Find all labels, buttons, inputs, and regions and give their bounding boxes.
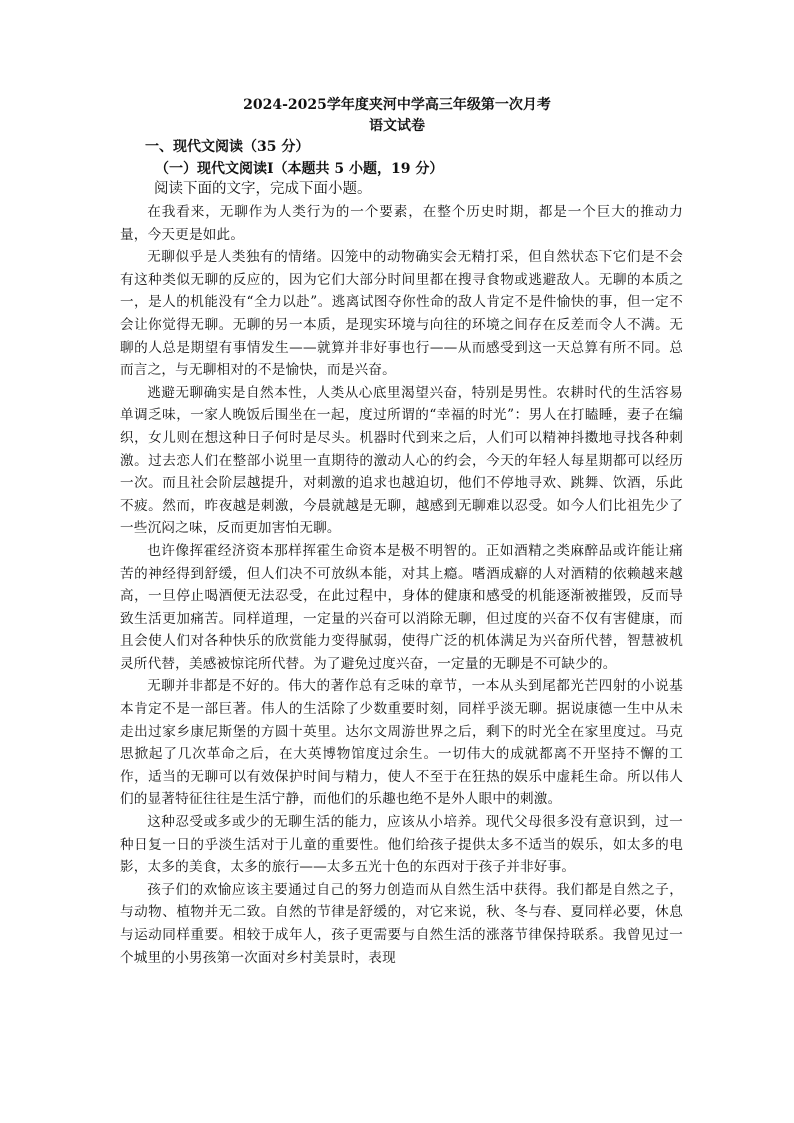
passage-paragraph: 无聊似乎是人类独有的情绪。囚笼中的动物确实会无精打采，但自然状态下它们是不会有这种类似无聊的反应的，因为它们大部分时间里都在搜寻食物或逃避敌人。无聊的本质之一，是人的机能没有“全力以赴”。逃离试图夺你性命的敌人肯定不是件愉快的事，但一定不会让你觉得无聊。无聊的另一本质，是现实环境与向往的环境之间存在反差而令人不满。无聊的人总是期望有事情发生——就算并非好事也行——从而感受到这一天总算有所不同。总而言之，与无聊相对的不是愉快，而是兴奋。 [120,249,683,379]
subsection-heading: （一）现代文阅读Ⅰ（本题共 5 小题，19 分） [155,161,444,177]
passage-paragraph: 也许像挥霍经济资本那样挥霍生命资本是极不明智的。正如酒精之类麻醉品或许能让痛苦的神经得到舒缓，但人们决不可放纵本能，对其上瘾。嗜酒成癖的人对酒精的依赖越来越高，一旦停止喝酒便无法忍受，在此过程中，身体的健康和感受的机能逐渐被摧毁，反而导致生活更加痛苦。同样道理，一定量的兴奋可以消除无聊，但过度的兴奋不仅有害健康，而且会使人们对各种快乐的欣赏能力变得腻弱，使得广泛的机体满足为兴奋所代替，智慧被机灵所代替，美感被惊诧所代替。为了避免过度兴奋，一定量的无聊是不可缺少的。 [120,542,683,672]
passage-paragraph: 这种忍受或多或少的无聊生活的能力，应该从小培养。现代父母很多没有意识到，过一种日复一日的乎淡生活对于儿童的重要性。他们给孩子提供太多不适当的娱乐，如太多的电影，太多的美食，太多的旅行——太多五光十色的东西对于孩子并非好事。 [120,814,683,876]
exam-subtitle: 语文试卷 [369,118,425,134]
reading-passage [120,201,683,969]
passage-paragraph: 在我看来，无聊作为人类行为的一个要素，在整个历史时期，都是一个巨大的推动力量，今天更是如此。 [120,204,683,243]
exam-title: 2024-2025学年度夹河中学高三年级第一次月考 [243,97,551,113]
section-heading: 一、现代文阅读（35 分） [145,139,310,155]
passage-paragraph: 无聊并非都是不好的。伟大的著作总有乏味的章节，一本从头到尾都光芒四射的小说基本肯定不是一部巨著。伟人的生活除了少数重要时刻，同样乎淡无聊。据说康德一生中从未走出过家乡康尼斯堡的方圆十英里。达尔文周游世界之后，剩下的时光全在家里度过。马克思掀起了几次革命之后，在大英博物馆度过余生。一切伟大的成就都离不开坚持不懈的工作，适当的无聊可以有效保护时间与精力，使人不至于在狂热的娱乐中虚耗生命。所以伟人们的显著特征往往是生活宁静，而他们的乐趣也绝不是外人眼中的刺激。 [120,678,683,808]
passage-paragraph: 孩子们的欢愉应该主要通过自己的努力创造而从自然生活中获得。我们都是自然之子，与动物、植物并无二致。自然的节律是舒缓的，对它来说，秋、冬与春、夏同样必要，休息与运动同样重要。相较于成年人，孩子更需要与自然生活的涨落节律保持联系。我曾见过一个城里的小男孩第一次面对乡村美景时，表现 [120,881,683,966]
passage-paragraph: 逃避无聊确实是自然本性，人类从心底里渴望兴奋，特别是男性。农耕时代的生活容易单调乏味，一家人晚饭后围坐在一起，度过所谓的“幸福的时光”：男人在打瞌睡，妻子在编织，女儿则在想这种日子何时是尽头。机器时代到来之后，人们可以精神抖擞地寻找各种刺激。过去恋人们在整部小说里一直期待的激动人心的约会，今天的年轻人每星期都可以经历一次。而且社会阶层越提升，对刺激的追求也越迫切，他们不停地寻欢、跳舞、饮酒，乐此不疲。然而，昨夜越是刺激，今晨就越是无聊，越感到无聊难以忍受。如今人们比祖先少了一些沉闷之味，反而更加害怕无聊。 [120,384,683,537]
reading-instruction: 阅读下面的文字，完成下面小题。 [154,181,372,197]
